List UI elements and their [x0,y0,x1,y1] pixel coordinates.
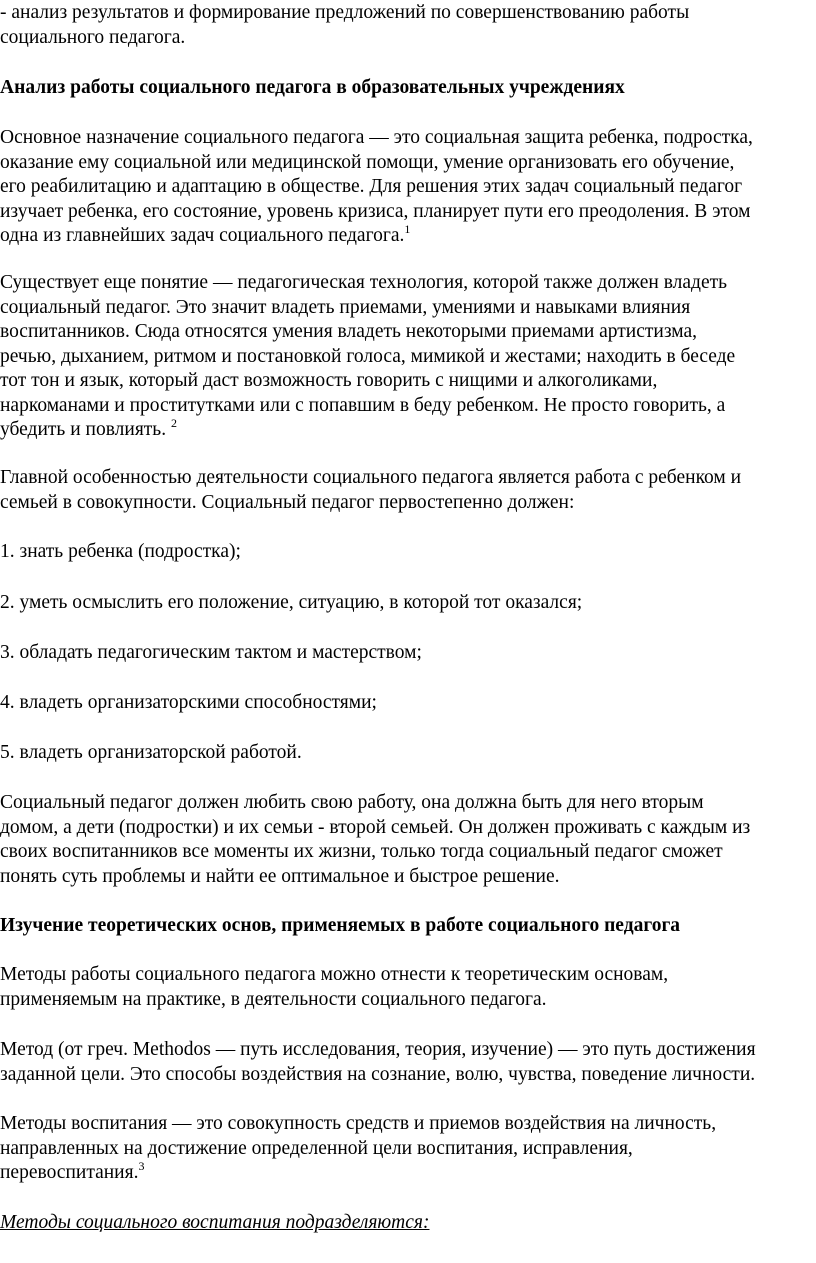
footnote-marker: 2 [170,416,177,430]
list-item: 2. уметь осмыслить его положение, ситуацию, в которой тот оказался; [0,592,583,613]
intro-paragraph [0,1,689,50]
text-fragment: убедить и повлиять. [0,419,171,440]
text-fragment: одна из главнейших задач социального педагога. [0,225,405,246]
paragraph-methods [0,963,668,1012]
footnote-marker: 1 [404,222,411,236]
section-heading-analysis: Анализ работы социального педагога в образовательных учреждениях [0,77,625,98]
paragraph-method-definition [0,1038,756,1087]
paragraph-love-work [0,791,750,889]
text-line: Основное назначение социального педагога — это социальная защита ребенка, подростка, [0,127,753,148]
list-item: 3. обладать педагогическим тактом и мастерством; [0,642,422,663]
text-line: Метод (от греч. Methodos — путь исследования, теория, изучение) — это путь достижения [0,1039,756,1060]
subheading-social-upbringing-methods: Методы социального воспитания подразделяются: [0,1212,430,1233]
paragraph-upbringing-methods [0,1112,716,1186]
text-line: Социальный педагог должен любить свою работу, она должна быть для него вторым [0,792,704,813]
text-line: социальный педагог. Это значит владеть приемами, умениями и навыками влияния [0,296,691,318]
section-heading-theory: Изучение теоретических основ, применяемых в работе социального педагога [0,915,681,936]
text-line: воспитанников. Сюда относятся умения владеть некоторыми приемами артистизма, [0,321,698,342]
text-line: - анализ результатов и формирование предложений по совершенствованию работы [0,2,690,23]
text-line: Методы воспитания — это совокупность средств и приемов воздействия на личность, [0,1113,717,1134]
text-line: речью, дыханием, ритмом и постановкой голоса, мимикой и жестами; находить в беседе [0,345,736,367]
footnote-marker: 3 [138,1159,145,1173]
text-line: наркоманами и проститутками или с попавшим в беду ребенком. Не просто говорить, а [0,394,726,416]
text-fragment: перевоспитания. [0,1162,139,1183]
list-item: 1. знать ребенка (подростка); [0,541,241,562]
paragraph-main-feature [0,466,741,515]
text-line: Главной особенностью деятельности социального педагога является работа с ребенком и [0,467,742,488]
text-line: его реабилитацию и адаптацию в обществе. Для решения этих задач социальный педагог [0,176,743,197]
text-line: Методы работы социального педагога можно отнести к теоретическим основам, [0,964,669,985]
text-line: оказание ему социальной или медицинской помощи, умение организовать его обучение, [0,151,735,173]
text-line: понять суть проблемы и найти ее оптимальное и быстрое решение. [0,865,560,887]
list-item: 5. владеть организаторской работой. [0,742,302,763]
text-line: заданной цели. Это способы воздействия на сознание, волю, чувства, поведение личности. [0,1063,756,1085]
text-line: своих воспитанников все моменты их жизни, только тогда социальный педагог сможет [0,841,723,862]
list-item: 4. владеть организаторскими способностями; [0,692,377,713]
text-line: социального педагога. [0,26,186,48]
paragraph-purpose [0,126,753,249]
text-line: направленных на достижение определенной цели воспитания, исправления, [0,1137,633,1159]
text-line: домом, а дети (подростки) и их семьи - второй семьей. Он должен проживать с каждым из [0,816,751,838]
text-line [0,224,753,249]
text-line: тот тон и язык, который даст возможность говорить с нищими и алкоголиками, [0,370,658,391]
text-line: применяемым на практике, в деятельности социального педагога. [0,988,547,1010]
text-line [0,1161,716,1186]
text-line: изучает ребенка, его состояние, уровень кризиса, планирует пути его преодоления. В этом [0,200,751,222]
text-line: Существует еще понятие — педагогическая технология, которой также должен владеть [0,272,728,293]
text-line [0,418,735,443]
paragraph-technology [0,271,735,443]
text-line: семьей в совокупности. Социальный педагог первостепенно должен: [0,491,575,513]
